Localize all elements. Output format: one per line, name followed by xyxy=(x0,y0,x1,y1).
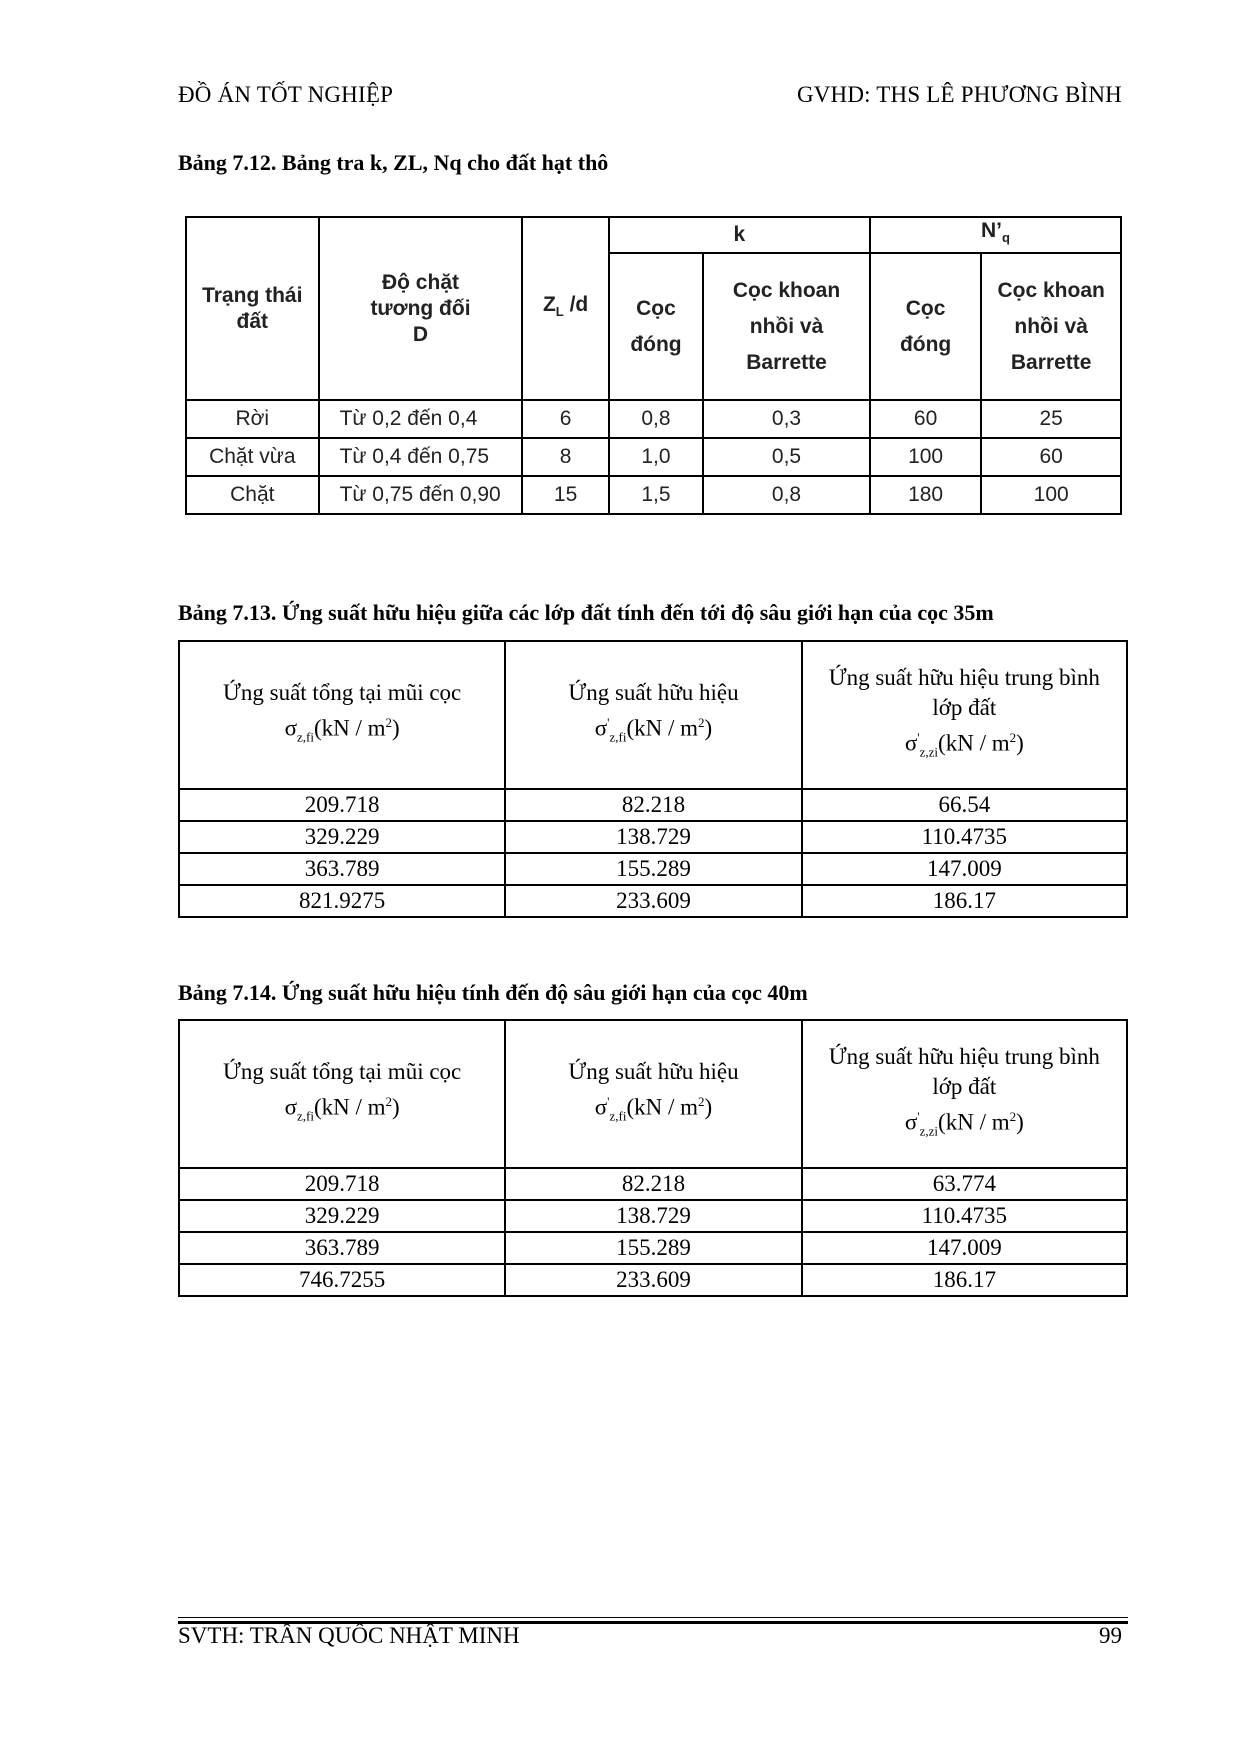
cell: 746.7255 xyxy=(179,1264,505,1296)
cell: 25 xyxy=(981,400,1121,438)
header-k-driven: Cọc đóng xyxy=(609,253,703,400)
cell: 0,8 xyxy=(703,476,870,514)
header-total-stress: Ứng suất tổng tại mũi cọc $\sigma_{z,fi}(kN / m^2)$ xyxy=(179,1020,505,1168)
header-left: ĐỒ ÁN TỐT NGHIỆP xyxy=(178,82,394,107)
cell: 110.4735 xyxy=(802,1200,1127,1232)
header-zl-d: $Z_L$ /d xyxy=(522,217,608,400)
cell: 15 xyxy=(522,476,608,514)
cell: 329.229 xyxy=(179,821,505,853)
cell: 155.289 xyxy=(505,853,801,885)
table-row xyxy=(179,885,1127,917)
header-k: k xyxy=(609,217,870,253)
cell: Từ 0,4 đến 0,75 xyxy=(319,438,523,476)
cell: 82.218 xyxy=(505,1168,801,1200)
table-row xyxy=(179,1232,1127,1264)
cell: 1,0 xyxy=(609,438,703,476)
cell: Chặt vừa xyxy=(186,438,319,476)
cell: Từ 0,2 đến 0,4 xyxy=(319,400,523,438)
header-total-stress: Ứng suất tổng tại mũi cọc $\sigma_{z,fi}(kN / m^2)$ xyxy=(179,641,505,789)
table-714-caption: Bảng 7.14. Ứng suất hữu hiệu tính đến độ sâu giới hạn của cọc 40m xyxy=(178,980,808,1005)
cell: 66.54 xyxy=(802,789,1127,821)
header-effective-stress: Ứng suất hữu hiệu $\sigma'_{z,fi}(kN / m^2)$ xyxy=(505,641,801,789)
cell: Rời xyxy=(186,400,319,438)
cell: 186.17 xyxy=(802,885,1127,917)
table-row xyxy=(186,438,1121,476)
table-row xyxy=(179,1168,1127,1200)
table-713-caption: Bảng 7.13. Ứng suất hữu hiệu giữa các lớp đất tính đến tới độ sâu giới hạn của cọc 35m xyxy=(178,600,994,625)
cell: 82.218 xyxy=(505,789,801,821)
header-relative-density: Độ chặt tương đối D xyxy=(319,217,523,400)
cell: 63.774 xyxy=(802,1168,1127,1200)
cell: 138.729 xyxy=(505,821,801,853)
cell: 1,5 xyxy=(609,476,703,514)
cell: 821.9275 xyxy=(179,885,505,917)
cell: 233.609 xyxy=(505,885,801,917)
cell: 60 xyxy=(870,400,981,438)
cell: Chặt xyxy=(186,476,319,514)
table-row xyxy=(179,789,1127,821)
cell: 329.229 xyxy=(179,1200,505,1232)
table-712-caption: Bảng 7.12. Bảng tra k, ZL, Nq cho đất hạt thô xyxy=(178,150,609,175)
table-row xyxy=(186,400,1121,438)
header-nq-bored: Cọc khoan nhồi và Barrette xyxy=(981,253,1121,400)
header-nq-driven: Cọc đóng xyxy=(870,253,981,400)
cell: Từ 0,75 đến 0,90 xyxy=(319,476,523,514)
cell: 0,5 xyxy=(703,438,870,476)
cell: 100 xyxy=(870,438,981,476)
cell: 147.009 xyxy=(802,1232,1127,1264)
cell: 110.4735 xyxy=(802,821,1127,853)
header-effective-stress: Ứng suất hữu hiệu $\sigma'_{z,fi}(kN / m^2)$ xyxy=(505,1020,801,1168)
table-row xyxy=(179,1264,1127,1296)
cell: 186.17 xyxy=(802,1264,1127,1296)
cell: 0,8 xyxy=(609,400,703,438)
header-k-bored: Cọc khoan nhồi và Barrette xyxy=(703,253,870,400)
table-712 xyxy=(185,216,1122,515)
cell: 155.289 xyxy=(505,1232,801,1264)
cell: 363.789 xyxy=(179,853,505,885)
header-mean-effective-stress: Ứng suất hữu hiệu trung bình lớp đất $\sigma'_{z,zi}(kN / m^2)$ xyxy=(802,1020,1127,1168)
cell: 233.609 xyxy=(505,1264,801,1296)
cell: 8 xyxy=(522,438,608,476)
table-714 xyxy=(178,1019,1128,1297)
cell: 0,3 xyxy=(703,400,870,438)
table-713 xyxy=(178,640,1128,918)
cell: 180 xyxy=(870,476,981,514)
table-row xyxy=(179,853,1127,885)
table-row xyxy=(179,821,1127,853)
table-row xyxy=(179,1200,1127,1232)
cell: 6 xyxy=(522,400,608,438)
cell: 138.729 xyxy=(505,1200,801,1232)
header-nq: $N’_q$ xyxy=(870,217,1121,253)
cell: 147.009 xyxy=(802,853,1127,885)
table-row xyxy=(186,476,1121,514)
cell: 363.789 xyxy=(179,1232,505,1264)
page-number: 99 xyxy=(1099,1623,1122,1648)
header-mean-effective-stress: Ứng suất hữu hiệu trung bình lớp đất $\sigma'_{z,zi}(kN / m^2)$ xyxy=(802,641,1127,789)
footer-author: SVTH: TRẦN QUỐC NHẬT MINH xyxy=(178,1623,520,1648)
cell: 60 xyxy=(981,438,1121,476)
cell: 100 xyxy=(981,476,1121,514)
cell: 209.718 xyxy=(179,789,505,821)
cell: 209.718 xyxy=(179,1168,505,1200)
header-soil-state: Trạng thái đất xyxy=(186,217,319,400)
header-right: GVHD: THS LÊ PHƯƠNG BÌNH xyxy=(796,82,1122,107)
